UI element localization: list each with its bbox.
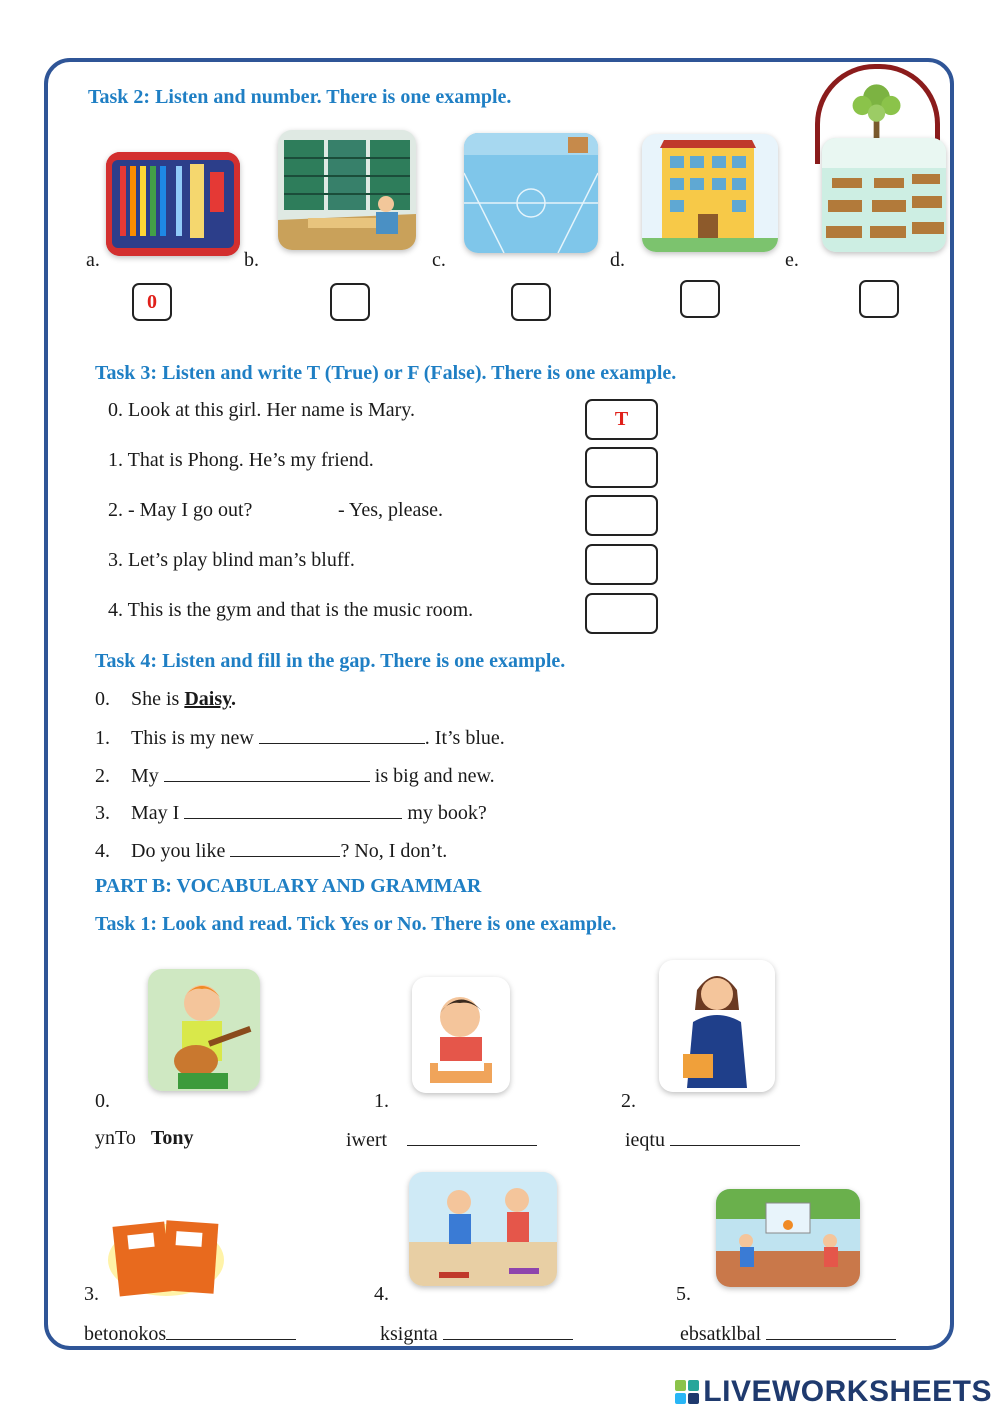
task2-answer-a: 0 — [132, 283, 172, 321]
task3-answer-2[interactable] — [585, 495, 658, 536]
scrambled-word: ebsatklbal — [680, 1323, 762, 1345]
item-number: 1. — [108, 449, 123, 471]
task4-item-2 — [95, 763, 495, 788]
scrambled-word: iwert — [346, 1129, 388, 1151]
task3-answer-0: T — [585, 399, 658, 440]
label-a: a. — [86, 249, 100, 271]
item-after: is big and new. — [369, 765, 495, 787]
item-text: Let’s play blind man’s bluff. — [128, 549, 355, 571]
basketball-image — [716, 1189, 860, 1287]
scrambled-word: ynTo — [95, 1127, 136, 1149]
item-before: Do you like — [131, 840, 231, 862]
partB-num-5: 5. — [676, 1283, 691, 1305]
task3-heading: Task 3: Listen and write T (True) or F (False). There is one example. — [95, 362, 677, 384]
boy-guitar-image — [148, 969, 260, 1091]
pencil-case-image — [106, 152, 240, 256]
label-c: c. — [432, 249, 446, 271]
item-before: May I — [131, 802, 185, 824]
item-number: 4. — [95, 840, 110, 862]
example-before: She is — [131, 688, 185, 710]
task3-item-1 — [108, 449, 374, 472]
answer-input-4[interactable] — [443, 1321, 573, 1340]
example-answer: Tony — [150, 1127, 194, 1149]
item-after: my book? — [402, 802, 487, 824]
partB-heading: PART B: VOCABULARY AND GRAMMAR — [95, 875, 482, 897]
label-b: b. — [244, 249, 259, 271]
item-number: 2. — [108, 499, 123, 521]
task3-item-0 — [108, 399, 415, 422]
brand-name: LIVEWORKSHEETS — [703, 1375, 992, 1408]
partB-word-0 — [95, 1127, 193, 1150]
task2-answer-c[interactable] — [511, 283, 551, 321]
label-d: d. — [610, 249, 625, 271]
item-after: ? No, I don’t. — [340, 840, 448, 862]
task2-heading: Task 2: Listen and number. There is one example. — [88, 86, 512, 108]
library-image — [278, 130, 416, 250]
task4-item-4 — [95, 838, 447, 863]
item-number: 0. — [108, 399, 123, 421]
partB-num-0: 0. — [95, 1090, 110, 1112]
gap-input-2[interactable] — [164, 763, 370, 782]
scrambled-word: ksignta — [380, 1323, 438, 1345]
gap-input-1[interactable] — [259, 725, 425, 744]
item-before: This is my new — [131, 727, 259, 749]
liveworksheets-logo[interactable] — [675, 1375, 992, 1409]
classroom-image — [822, 138, 946, 252]
item-text: - May I go out? — [128, 499, 253, 521]
partB-num-1: 1. — [374, 1090, 389, 1112]
example-after: . — [231, 688, 237, 710]
task4-heading: Task 4: Listen and fill in the gap. There is one example. — [95, 650, 566, 672]
answer-input-1[interactable] — [407, 1127, 537, 1146]
item-number: 2. — [95, 765, 110, 787]
item-text: Look at this girl. Her name is Mary. — [128, 399, 415, 421]
item-number: 1. — [95, 727, 110, 749]
task2-answer-d[interactable] — [680, 280, 720, 318]
item-text: This is the gym and that is the music room. — [127, 599, 474, 621]
partB-word-1 — [346, 1127, 537, 1152]
liveworksheets-icon — [675, 1380, 699, 1404]
label-e: e. — [785, 249, 799, 271]
task2-answer-e[interactable] — [859, 280, 899, 318]
partB-num-2: 2. — [621, 1090, 636, 1112]
task4-item-3 — [95, 800, 487, 825]
task3-answer-4[interactable] — [585, 593, 658, 634]
item-before: My — [131, 765, 164, 787]
notebooks-image — [106, 1212, 226, 1300]
task2-answer-b[interactable] — [330, 283, 370, 321]
gym-image — [464, 133, 598, 253]
task3-item-3 — [108, 549, 355, 572]
skating-image — [409, 1172, 557, 1286]
partB-num-4: 4. — [374, 1283, 389, 1305]
scrambled-word: betonokos — [84, 1323, 167, 1345]
task3-item-2-reply: - Yes, please. — [338, 499, 443, 521]
partB-word-3 — [84, 1321, 296, 1346]
task3-item-4 — [108, 599, 473, 622]
item-after: . It’s blue. — [424, 727, 505, 749]
partB-task1-heading: Task 1: Look and read. Tick Yes or No. There is one example. — [95, 913, 617, 935]
partB-word-5 — [680, 1321, 896, 1346]
task4-item-1 — [95, 725, 505, 750]
task4-example — [95, 688, 236, 711]
item-text: That is Phong. He’s my friend. — [127, 449, 374, 471]
teacher-image — [659, 960, 775, 1092]
example-answer: Daisy — [184, 688, 232, 710]
answer-input-5[interactable] — [766, 1321, 896, 1340]
item-number: 3. — [108, 549, 123, 571]
task3-answer-1[interactable] — [585, 447, 658, 488]
partB-word-4 — [380, 1321, 573, 1346]
answer-input-2[interactable] — [670, 1127, 800, 1146]
task3-item-2 — [108, 499, 252, 522]
answer-input-3[interactable] — [166, 1321, 296, 1340]
item-number: 0. — [95, 688, 110, 710]
partB-word-2 — [625, 1127, 800, 1152]
boy-writing-image — [412, 977, 510, 1093]
item-number: 3. — [95, 802, 110, 824]
partB-num-3: 3. — [84, 1283, 99, 1305]
task3-answer-3[interactable] — [585, 544, 658, 585]
item-number: 4. — [108, 599, 123, 621]
scrambled-word: ieqtu — [625, 1129, 665, 1151]
gap-input-3[interactable] — [184, 800, 402, 819]
gap-input-4[interactable] — [230, 838, 340, 857]
school-building-image — [642, 134, 778, 252]
